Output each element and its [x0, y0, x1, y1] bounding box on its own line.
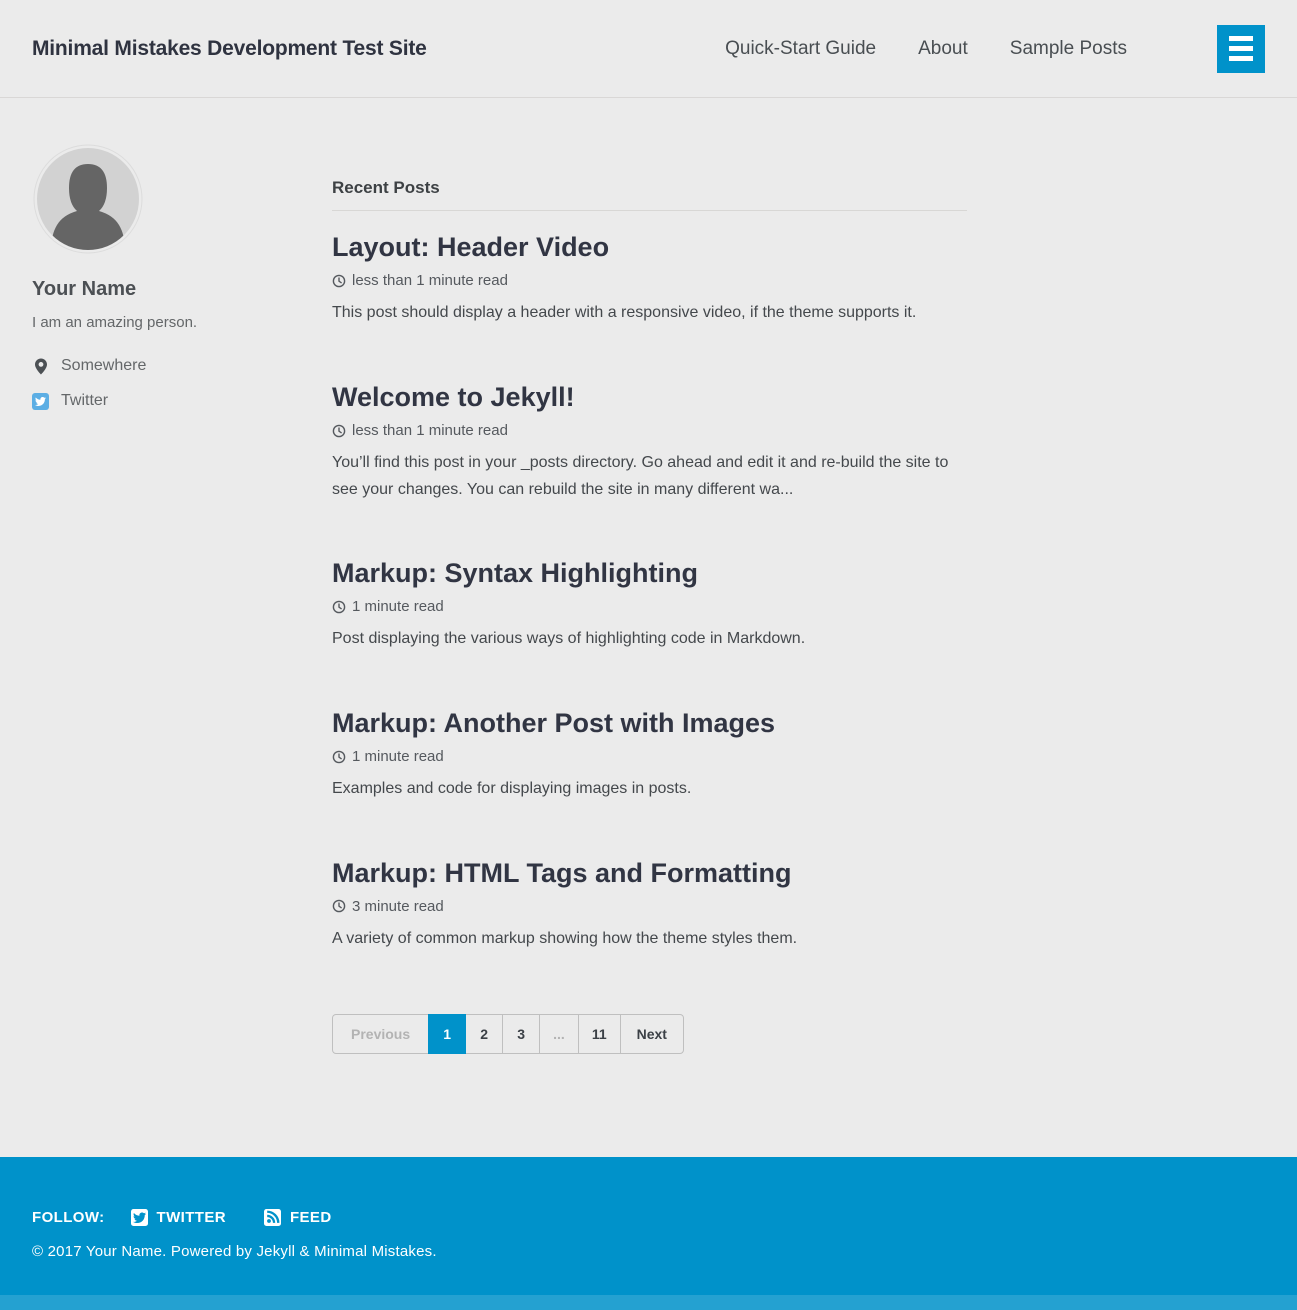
post-list-item — [332, 231, 967, 327]
footer-follow-row — [32, 1209, 1265, 1226]
page-content — [0, 98, 1297, 1157]
post-title-link[interactable]: Layout: Header Video — [332, 232, 610, 262]
twitter-square-icon — [131, 1209, 148, 1226]
pagination-ellipsis: ... — [539, 1014, 579, 1054]
author-links — [32, 357, 300, 410]
footer-feed-label: FEED — [289, 1209, 332, 1226]
nav-item-about[interactable]: About — [918, 37, 968, 59]
pagination-page-1[interactable]: 1 — [428, 1014, 466, 1054]
hamburger-icon — [1229, 46, 1253, 51]
hamburger-menu-button[interactable] — [1217, 25, 1265, 73]
copyright-text: © 2017 Your Name. Powered by Jekyll & Minimal Mistakes. — [32, 1243, 437, 1260]
pagination — [332, 1014, 967, 1054]
author-twitter-label: Twitter — [61, 392, 109, 409]
post-title-link[interactable]: Welcome to Jekyll! — [332, 381, 575, 412]
author-location — [32, 357, 300, 375]
clock-icon — [332, 899, 346, 913]
post-meta — [332, 748, 967, 765]
rss-square-icon — [264, 1209, 281, 1226]
hamburger-icon — [1229, 36, 1253, 41]
horizontal-scrollbar[interactable] — [0, 1295, 1297, 1310]
read-time: less than 1 minute read — [352, 422, 508, 440]
clock-icon — [332, 750, 346, 764]
post-list-item — [332, 707, 967, 803]
read-time: 3 minute read — [352, 897, 444, 915]
avatar — [33, 144, 143, 254]
hamburger-icon — [1229, 56, 1253, 61]
twitter-icon — [32, 393, 49, 410]
map-marker-icon — [32, 358, 49, 375]
author-bio: I am an amazing person. — [32, 314, 198, 331]
post-list-item — [332, 857, 967, 953]
post-title-link[interactable]: Markup: Another Post with Images — [332, 707, 776, 738]
post-meta — [332, 598, 967, 615]
primary-nav — [725, 25, 1265, 73]
archive-heading: Recent Posts — [332, 178, 440, 197]
read-time: less than 1 minute read — [352, 272, 508, 290]
avatar-placeholder-icon — [33, 144, 143, 254]
pagination-page-2[interactable]: 2 — [465, 1014, 503, 1054]
recent-posts-archive — [332, 144, 967, 1054]
pagination-previous-button: Previous — [332, 1014, 429, 1054]
footer-twitter-label: TWITTER — [156, 1209, 226, 1226]
pagination-page-3[interactable]: 3 — [502, 1014, 540, 1054]
footer-feed-link[interactable] — [264, 1209, 332, 1226]
post-title-link[interactable]: Markup: HTML Tags and Formatting — [332, 857, 792, 888]
post-list-item — [332, 557, 967, 653]
clock-icon — [332, 424, 346, 438]
pagination-page-11[interactable]: 11 — [578, 1014, 621, 1054]
post-excerpt: Examples and code for displaying images in posts. — [332, 780, 692, 798]
site-title[interactable]: Minimal Mistakes Development Test Site — [32, 36, 427, 60]
follow-label: FOLLOW: — [32, 1209, 105, 1226]
nav-item-sample-posts[interactable]: Sample Posts — [1009, 37, 1127, 59]
post-excerpt: This post should display a header with a responsive video, if the theme supports it. — [332, 304, 917, 322]
clock-icon — [332, 274, 346, 288]
nav-item-quick-start-guide[interactable]: Quick-Start Guide — [725, 37, 877, 59]
post-excerpt: You’ll find this post in your _posts directory. Go ahead and edit it and re-build the site to see your changes. You can rebuild the site in many different wa... — [332, 454, 949, 498]
post-excerpt: Post displaying the various ways of highlighting code in Markdown. — [332, 630, 806, 648]
post-excerpt: A variety of common markup showing how the theme styles them. — [332, 929, 798, 947]
author-location-label: Somewhere — [61, 357, 147, 374]
clock-icon — [332, 600, 346, 614]
archive-divider — [332, 210, 967, 211]
post-meta — [332, 272, 967, 289]
post-meta — [332, 898, 967, 915]
author-name: Your Name — [32, 278, 137, 300]
masthead — [0, 0, 1297, 98]
author-twitter-link[interactable] — [32, 392, 300, 410]
post-title-link[interactable]: Markup: Syntax Highlighting — [332, 557, 699, 588]
author-sidebar — [32, 144, 300, 427]
pagination-next-button[interactable]: Next — [620, 1014, 684, 1054]
post-meta — [332, 422, 967, 439]
post-list-item — [332, 381, 967, 503]
read-time: 1 minute read — [352, 598, 444, 616]
read-time: 1 minute read — [352, 748, 444, 766]
footer-twitter-link[interactable] — [131, 1209, 226, 1226]
page-footer — [0, 1157, 1297, 1310]
